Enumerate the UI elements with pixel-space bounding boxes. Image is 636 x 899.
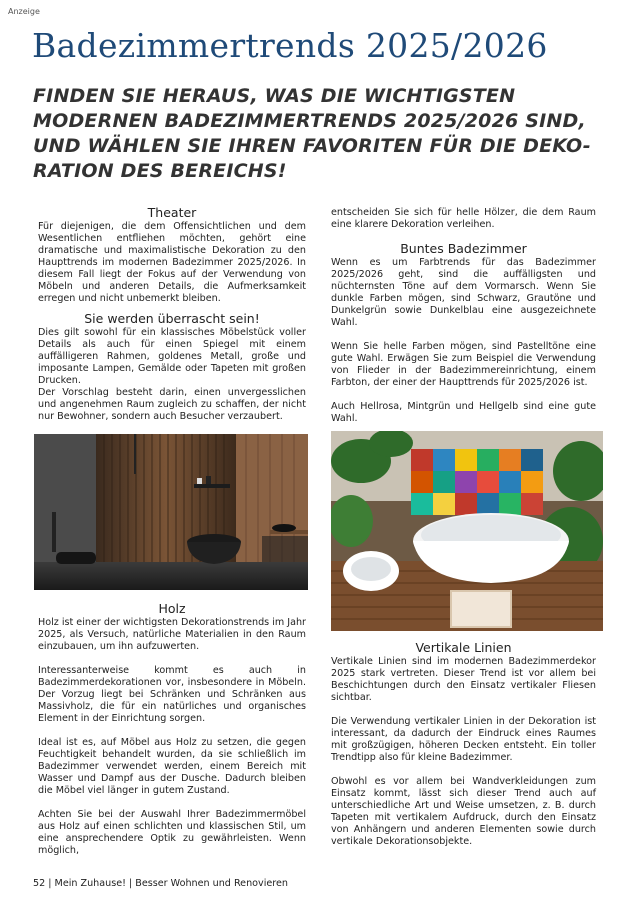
right-column-bottom (331, 640, 596, 848)
page-title: Badezimmertrends 2025/2026 (32, 26, 548, 65)
bunt-paragraph-1: Wenn es um Farbtrends für das Badezimmer 2025/2026 geht, sind die auffälligsten und nüchternsten Töne auf dem Vormarsch. Wenn Sie dunkle Farben mögen, sind Schwarz, Grautöne und Dunkelgrün sowie Dunkelblau eine ausgezeichnete Wahl. (331, 257, 596, 328)
surprise-paragraph-2: Der Vorschlag besteht darin, einen unvergesslichen und angenehmen Raum zugleich zu schaffen, der nicht nur Bewohner, sondern auch Besucher verzaubert. (38, 387, 306, 422)
left-column-top (38, 205, 306, 423)
holz-heading: Holz (158, 601, 186, 616)
bunt-paragraph-2: Wenn Sie helle Farben mögen, sind Pastelltöne eine gute Wahl. Erwägen Sie zum Beispiel die Verwendung von Flieder in der Badezimmereinrichtung, einem Farbton, der einer der Haupttrends für 2025/2026 ist. (331, 341, 596, 388)
bunt-paragraph-3: Auch Hellrosa, Mintgrün und Hellgelb sind eine gute Wahl. (331, 401, 596, 424)
linien-heading: Vertikale Linien (415, 640, 512, 655)
colorful-bathroom-photo (331, 431, 603, 631)
ad-label: Anzeige (8, 7, 40, 16)
continued-paragraph: entscheiden Sie sich für helle Hölzer, die dem Raum eine klarere Dekoration verleihen. (331, 207, 596, 230)
holz-paragraph-1: Holz ist einer der wichtigsten Dekorationstrends im Jahr 2025, als Versuch, natürliche Materialien in den Raum einzubauen, um ihn aufzuwerten. (38, 617, 306, 652)
holz-paragraph-2: Interessanterweise kommt es auch in Badezimmerdekorationen vor, insbesondere in Möbeln. Der Vorzug liegt bei Schränken und Schränken aus Massivholz, die für ein natürliches und organisches Element in der Einrichtung sorgen. (38, 665, 306, 724)
linien-paragraph-2: Die Verwendung vertikaler Linien in der Dekoration ist interessant, da dadurch der Eindruck eines Raumes mit großzügigen, höheren Decken entsteht. Ein toller Trendtipp also für kleine Badezimmer. (331, 716, 596, 763)
left-column-bottom (38, 601, 306, 857)
surprise-heading: Sie werden überrascht sein! (84, 311, 260, 326)
theater-heading: Theater (147, 205, 197, 220)
linien-paragraph-3: Obwohl es vor allem bei Wandverkleidungen zum Einsatz kommt, lässt sich dieser Trend auch auf unterschiedliche Art und Weise umsetzen, z. B. durch Tapeten mit vertikalem Aufdruck, durch den Einsatz von Anhängern und anderen Elementen sowie durch vertikale Dekorationsobjekte. (331, 776, 596, 847)
colorful-bathroom-illustration (331, 431, 603, 631)
page-footer: 52 | Mein Zuhause! | Besser Wohnen und Renovieren (33, 878, 288, 889)
bunt-heading: Buntes Badezimmer (400, 241, 527, 256)
wood-bathroom-photo (34, 434, 308, 590)
right-column-top (331, 207, 596, 425)
subtitle: FINDEN SIE HERAUS, WAS DIE WICHTIGSTEN MODERNEN BADEZIMMERTRENDS 2025/2026 SIND, UND WÄHLEN SIE IHREN FAVORITEN FÜR DIE DEKO-RATION DES BEREICHS! (33, 85, 591, 182)
holz-paragraph-3: Ideal ist es, auf Möbel aus Holz zu setzen, die gegen Feuchtigkeit behandelt wurden, da sie schließlich im Badezimmer verwendet werden, einem Bereich mit Wasser und Dampf aus der Dusche. Dadurch bleiben die Möbel viel länger in gutem Zustand. (38, 737, 306, 796)
surprise-paragraph-1: Dies gilt sowohl für ein klassisches Möbelstück voller Details als auch für einen Spiegel mit einem auffälligeren Rahmen, goldenes Metall, große und imposante Lampen, Gemälde oder Tapeten mit großen Drucken. (38, 327, 306, 386)
theater-paragraph: Für diejenigen, die dem Offensichtlichen und dem Wesentlichen entfliehen möchten, gehört eine dramatische und maximalistische Dekoration zu den Haupttrends im modernen Badezimmer 2025/2026. In diesem Fall liegt der Fokus auf der Verwendung von Möbeln und anderen Details, die Aufmerksamkeit erregen und nicht unbemerkt bleiben. (38, 221, 306, 304)
holz-paragraph-4: Achten Sie bei der Auswahl Ihrer Badezimmermöbel aus Holz auf einen schlichten und klassischen Stil, um eine ansprechendere Optik zu gewährleisten. Wenn möglich, (38, 809, 306, 856)
linien-paragraph-1: Vertikale Linien sind im modernen Badezimmerdekor 2025 stark vertreten. Dieser Trend ist vor allem bei Beschichtungen durch den Einsatz vertikaler Fliesen sichtbar. (331, 656, 596, 703)
wood-bathroom-illustration (34, 434, 308, 590)
